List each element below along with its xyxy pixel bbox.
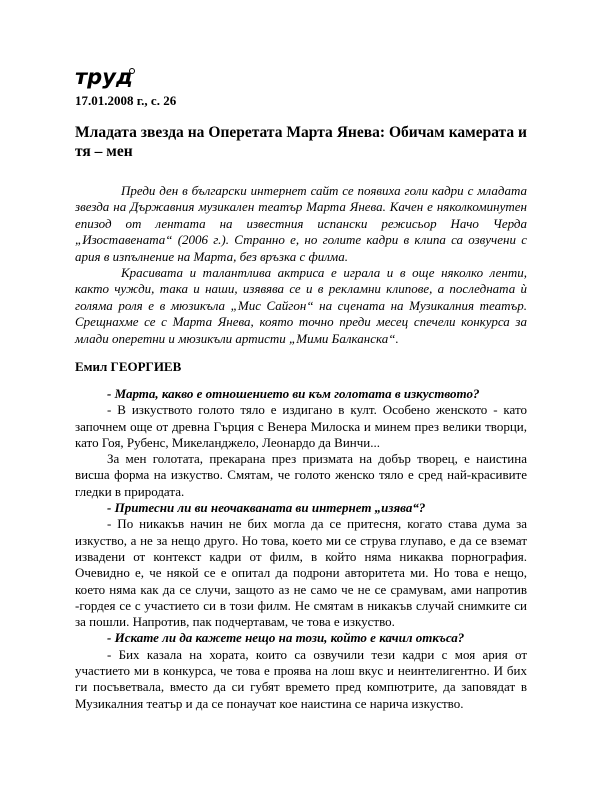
interview-answer: - В изкуството голото тяло е издигано в култ. Особено женското - като започнем още от древна Гърция с Венера Милоска и минем през велики творци, като Гоя, Рубенс, Микеланджело, Леонардо да Винчи...	[75, 402, 527, 450]
interview-answer: - Бих казала на хората, които са озвучили тези кадри с моя ария от участието ми в конкурса, че това е проява на лош вкус и неинтелигентно. И бих ги посъветвала, вместо да си губят времето пред компютрите, да заповядат в Музикалния театър и да се понаучат кое наистина се нарича изкуство.	[75, 646, 527, 711]
article-body	[75, 386, 527, 712]
interview-answer: За мен голотата, прекарана през призмата на добър творец, е наистина висша форма на изкуство. Смятам, че голото женско тяло е сред най-красивите гледки в природата.	[75, 451, 527, 499]
lead-paragraph: Красивата и талантлива актриса е играла и в още няколко ленти, както чужди, така и наши, изявява се и в рекламни клипове, а последната ѝ голяма роля е в мюзикъла „Мис Сайгон“ на сцената на Музикалния театър. Срещнахме се с Марта Янева, която точно преди месец спечели конкурса за млади оперетни и мюзикъли артисти „Мими Балканска“.	[75, 265, 527, 346]
publication-date-page: 17.01.2008 г., с. 26	[75, 93, 177, 108]
newspaper-logo	[75, 66, 137, 95]
interview-question: - Марта, какво е отношението ви към голотата в изкуството?	[107, 386, 480, 401]
article-title: Младата звезда на Оперетата Марта Янева: Обичам камерата и тя – мен	[75, 124, 527, 160]
trud-logo-icon	[75, 66, 137, 90]
interview-answer: - По никакъв начин не бих могла да се притесня, когато става дума за изкуство, а не за нещо друго. Но това, което ми се струва глупаво, е да се вземат извадени от контекст кадри от филм, в който няма никаква порнография. Очевидно е, че някой се е опитал да подрони авторитета ми. Но това е нещо, което няма как да се случи, защото аз не само че не се срамувам, ами напротив -гордея се с участието си в този филм. Не смятам в никакъв случай снимките си за пошли. Напротив, пак подчертавам, че това е изкуство.	[75, 516, 527, 630]
article-author: Емил ГЕОРГИЕВ	[75, 359, 182, 374]
interview-question: - Искате ли да кажете нещо на този, който е качил откъса?	[107, 630, 465, 646]
svg-text:труд: труд	[75, 66, 133, 89]
article-lead	[75, 183, 527, 347]
interview-question: - Притесни ли ви неочакваната ви интернет „изява“?	[107, 500, 426, 516]
lead-paragraph: Преди ден в български интернет сайт се появиха голи кадри с младата звезда на Държавния музикален театър Марта Янева. Качен е няколкоминутен епизод от лентата на известния испански режисьор Начо Черда „Изоставената“ (2006 г.). Странно е, но голите кадри в клипа са озвучени с ария в изпълнение на Марта, без връзка с филма.	[75, 183, 527, 264]
